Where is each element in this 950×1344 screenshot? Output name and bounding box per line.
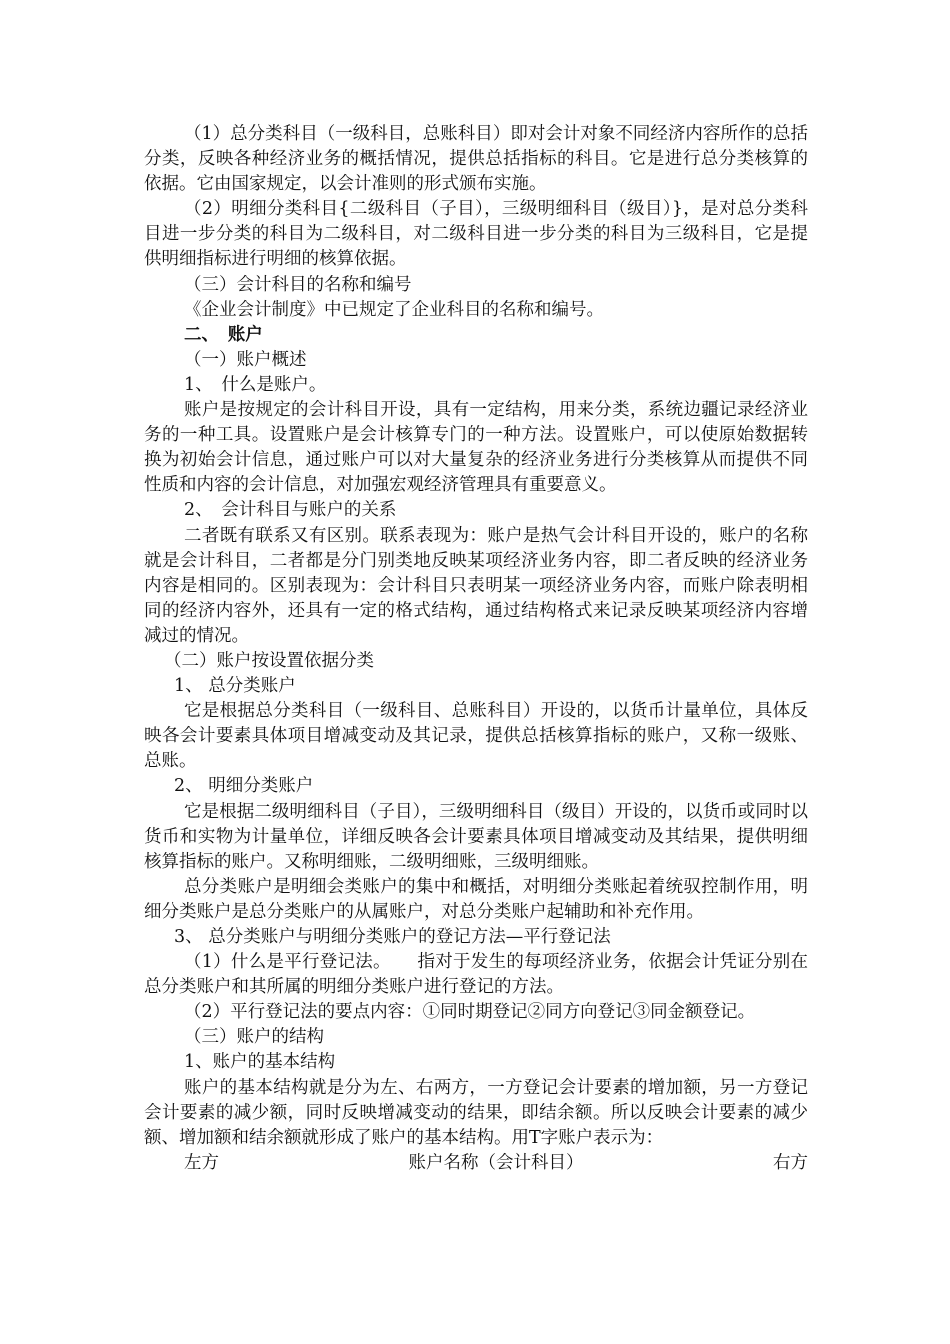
paragraph-detail-account: 它是根据二级明细科目（子目），三级明细科目（级目）开设的，以货币或同时以货币和实物为计量单位，详细反映各会计要素具体项目增减变动及其结果，提供明细核算指标的账户。又称明细账，二级明细账，三级明细账。 — [144, 801, 808, 872]
heading-parallel-registration: 3、 总分类账户与明细分类账户的登记方法—平行登记法 — [174, 927, 611, 947]
heading-subject-name-code: （三）会计科目的名称和编号 — [184, 274, 412, 295]
heading-detail-account: 2、 明细分类账户 — [174, 776, 314, 797]
paragraph-general-ledger-subject: （1）总分类科目（一级科目，总账科目）即对会计对象不同经济内容所作的总括分类，反映各种经济业务的概括情况，提供总括指标的科目。它是进行总分类核算的依据。它由国家规定，以会计准则的形式颁布实施。 — [144, 124, 808, 195]
paragraph-basic-structure: 账户的基本结构就是分为左、右两方，一方登记会计要素的增加额，另一方登记会计要素的减少额，同时反映增减变动的结果，即结余额。所以反映会计要素的减少额、增加额和结余额就形成了账户的基本结构。用T字账户表示为： — [144, 1077, 808, 1148]
t-account-header — [144, 1151, 808, 1176]
heading-basic-structure: 1、账户的基本结构 — [184, 1052, 336, 1073]
t-account-right-label: 右方 — [773, 1152, 808, 1173]
paragraph-parallel-definition: （1）什么是平行登记法。 指对于发生的每项经济业务，依据会计凭证分别在总分类账户和其所属的明细分类账户进行登记的方法。 — [144, 952, 808, 998]
paragraph-detail-subject: （2）明细分类科目{二级科目（子目），三级明细科目（级目）}，是对总分类科目进一步分类的科目为二级科目，对二级科目进一步分类的科目为三级科目，它是提供明细指标进行明细的核算依据。 — [144, 199, 808, 270]
t-account-title: 账户名称（会计科目） — [408, 1152, 584, 1173]
paragraph-enterprise-system: 《企业会计制度》中已规定了企业科目的名称和编号。 — [184, 299, 604, 320]
heading-subject-account-relation: 2、 会计科目与账户的关系 — [184, 500, 397, 521]
paragraph-general-account: 它是根据总分类科目（一级科目、总账科目）开设的，以货币计量单位，具体反映各会计要素具体项目增减变动及其记录，提供总括核算指标的账户，又称一级账、总账。 — [144, 701, 808, 772]
paragraph-relation: 二者既有联系又有区别。联系表现为：账户是热气会计科目开设的，账户的名称就是会计科目，二者都是分门别类地反映某项经济业务内容，即二者反映的经济业务内容是相同的。区别表现为：会计科目只表明某一项经济业务内容，而账户除表明相同的经济内容外，还具有一定的格式结构，通过结构格式来记录反映某项经济内容增减过的情况。 — [144, 525, 808, 646]
paragraph-parallel-points: （2）平行登记法的要点内容：①同时期登记②同方向登记③同金额登记。 — [184, 1002, 756, 1023]
paragraph-general-detail-relation: 总分类账户是明细会类账户的集中和概括，对明细分类账起着统驭控制作用，明细分类账户是总分类账户的从属账户，对总分类账户起辅助和补充作用。 — [144, 876, 808, 922]
heading-general-account: 1、 总分类账户 — [174, 676, 296, 697]
t-account-left-label: 左方 — [184, 1152, 219, 1173]
heading-account-structure: （三）账户的结构 — [184, 1027, 324, 1048]
heading-account-classification: （二）账户按设置依据分类 — [164, 650, 374, 671]
heading-what-is-account: 1、 什么是账户。 — [184, 374, 327, 395]
document-page — [144, 122, 808, 1176]
section-heading-account: 二、 账户 — [184, 324, 263, 345]
heading-account-overview: （一）账户概述 — [184, 349, 307, 370]
paragraph-account-definition: 账户是按规定的会计科目开设，具有一定结构，用来分类，系统边疆记录经济业务的一种工具。设置账户是会计核算专门的一种方法。设置账户，可以使原始数据转换为初始会计信息，通过账户可以对大量复杂的经济业务进行分类核算从而提供不同性质和内容的会计信息，对加强宏观经济管理具有重要意义。 — [144, 400, 808, 496]
